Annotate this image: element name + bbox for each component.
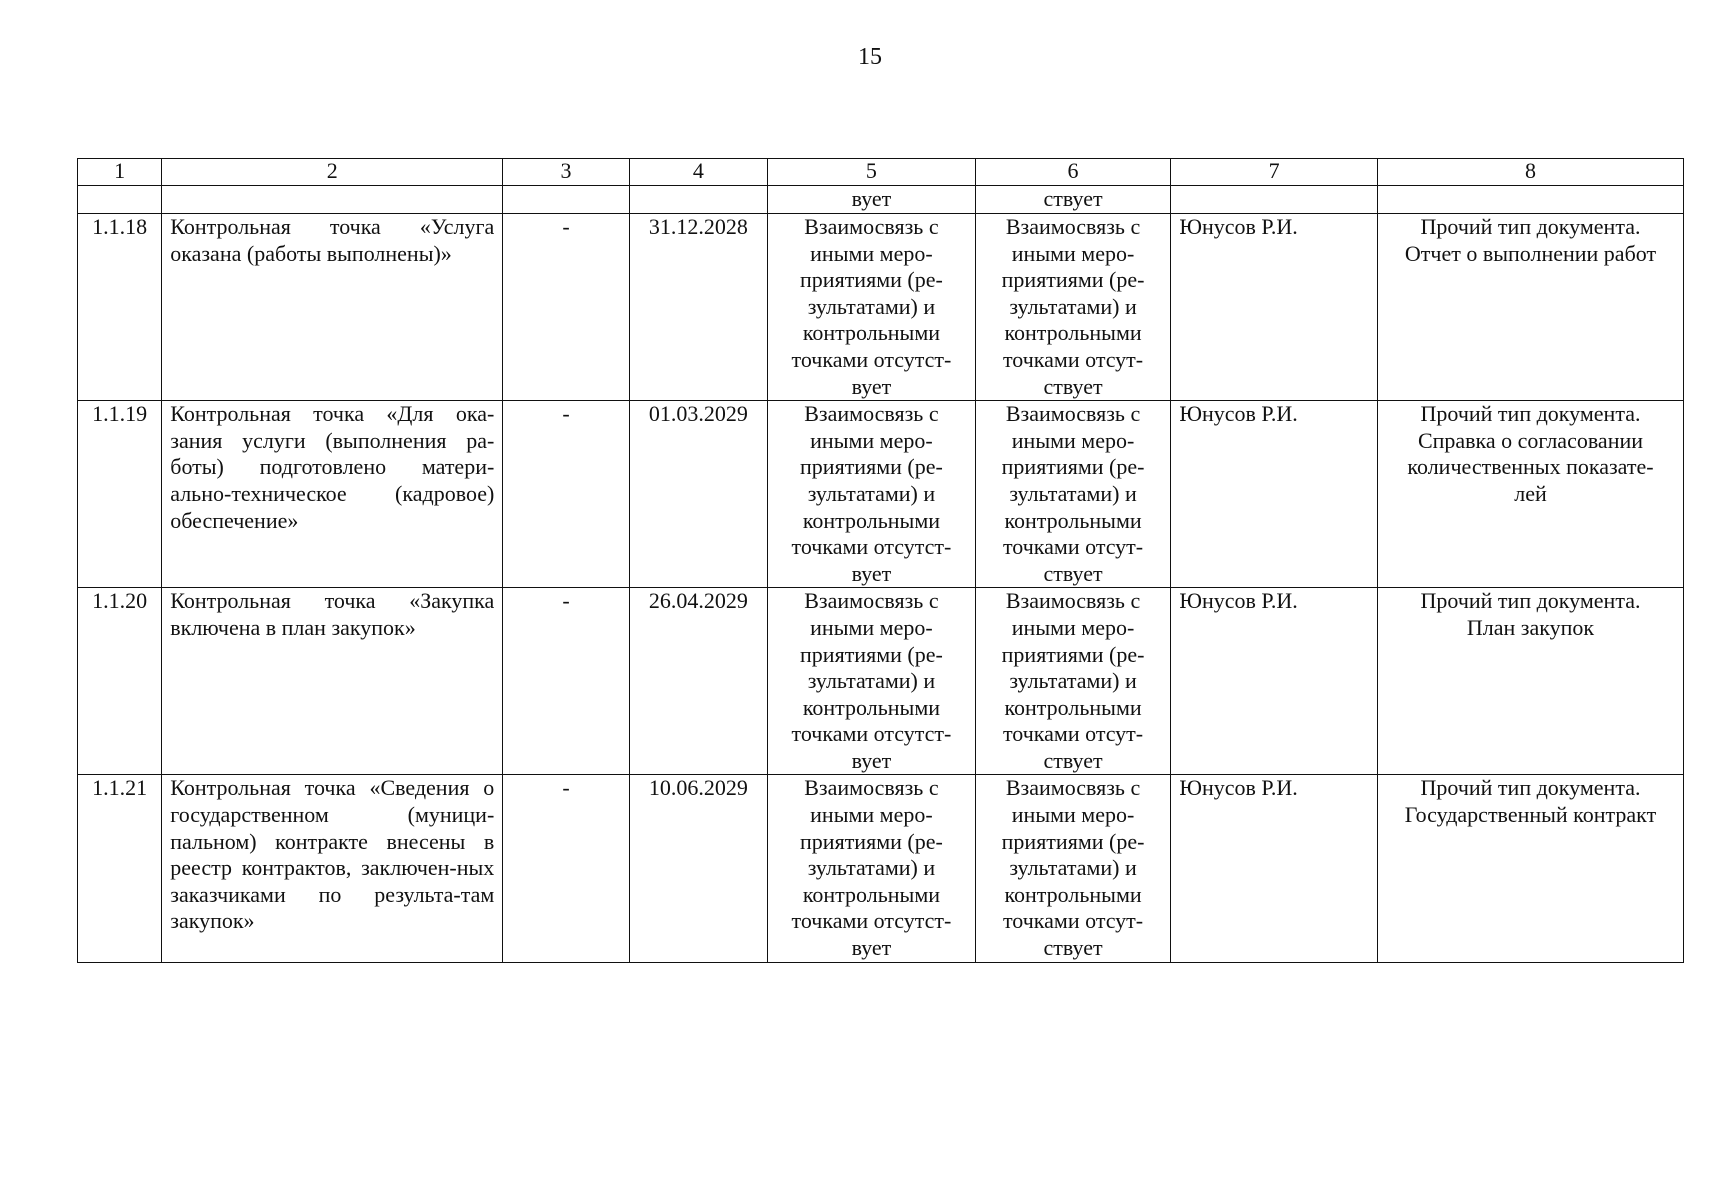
base-value: - [503,588,629,775]
control-point-name: Контрольная точка «Закупка включена в план закупок» [162,588,503,775]
predecessor-link: Взаимосвязь с иными меро- приятиями (ре- зультатами) и контрольными точками отсутст- вует [768,214,976,401]
table-header [78,159,1684,186]
table-row [78,775,1684,962]
header-row [78,159,1684,186]
responsible-executor: Юнусов Р.И. [1171,588,1378,775]
control-point-name: Контрольная точка «Услуга оказана (работы выполнены)» [162,214,503,401]
confirming-document: Прочий тип документа. План закупок [1377,588,1683,775]
successor-link: Взаимосвязь с иными меро- приятиями (ре- зультатами) и контрольными точками отсут- ствует [975,214,1171,401]
confirming-document: Прочий тип документа. Отчет о выполнении работ [1377,214,1683,401]
continuation-cell-1 [78,186,162,214]
continuation-cell-3 [503,186,629,214]
base-value: - [503,775,629,962]
row-number: 1.1.19 [78,401,162,588]
continuation-row [78,186,1684,214]
responsible-executor: Юнусов Р.И. [1171,401,1378,588]
predecessor-link: Взаимосвязь с иными меро- приятиями (ре- зультатами) и контрольными точками отсутст- вует [768,775,976,962]
predecessor-link: Взаимосвязь с иными меро- приятиями (ре- зультатами) и контрольными точками отсутст- вует [768,401,976,588]
continuation-cell-7 [1171,186,1378,214]
responsible-executor: Юнусов Р.И. [1171,214,1378,401]
column-header-8: 8 [1377,159,1683,186]
confirming-document: Прочий тип документа. Справка о согласовании количественных показате- лей [1377,401,1683,588]
control-point-name: Контрольная точка «Для ока-зания услуги (выполнения ра-боты) подготовлено матери-ально-техническое (кадровое) обеспечение» [162,401,503,588]
continuation-cell-6: ствует [975,186,1171,214]
column-header-3: 3 [503,159,629,186]
base-value: - [503,401,629,588]
successor-link: Взаимосвязь с иными меро- приятиями (ре- зультатами) и контрольными точками отсут- ствует [975,401,1171,588]
column-header-4: 4 [629,159,767,186]
column-header-1: 1 [78,159,162,186]
row-number: 1.1.18 [78,214,162,401]
column-header-7: 7 [1171,159,1378,186]
due-date: 31.12.2028 [629,214,767,401]
due-date: 26.04.2029 [629,588,767,775]
continuation-cell-8 [1377,186,1683,214]
confirming-document: Прочий тип документа. Государственный контракт [1377,775,1683,962]
row-number: 1.1.20 [78,588,162,775]
successor-link: Взаимосвязь с иными меро- приятиями (ре- зультатами) и контрольными точками отсут- ствует [975,775,1171,962]
column-header-5: 5 [768,159,976,186]
due-date: 10.06.2029 [629,775,767,962]
table-row [78,401,1684,588]
predecessor-link: Взаимосвязь с иными меро- приятиями (ре- зультатами) и контрольными точками отсутст- вует [768,588,976,775]
control-points-table [77,158,1684,963]
row-number: 1.1.21 [78,775,162,962]
control-point-name: Контрольная точка «Сведения о государственном (муници-пальном) контракте внесены в реестр контрактов, заключен-ных заказчиками по результа-там закупок» [162,775,503,962]
continuation-cell-4 [629,186,767,214]
table-row [78,214,1684,401]
page-number: 15 [858,44,882,70]
continuation-cell-5: вует [768,186,976,214]
table-body [78,186,1684,963]
column-header-6: 6 [975,159,1171,186]
table-row [78,588,1684,775]
successor-link: Взаимосвязь с иными меро- приятиями (ре- зультатами) и контрольными точками отсут- ствует [975,588,1171,775]
due-date: 01.03.2029 [629,401,767,588]
responsible-executor: Юнусов Р.И. [1171,775,1378,962]
column-header-2: 2 [162,159,503,186]
base-value: - [503,214,629,401]
continuation-cell-2 [162,186,503,214]
